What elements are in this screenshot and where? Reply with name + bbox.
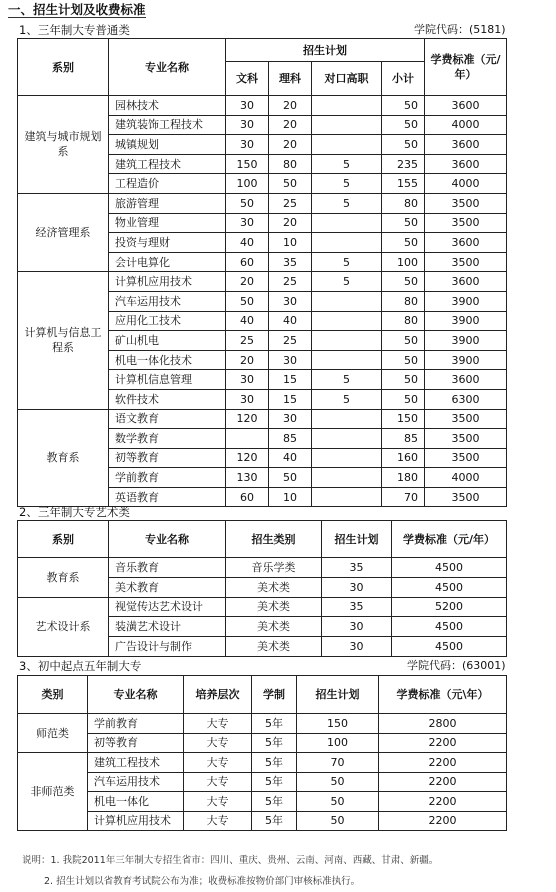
plan-cell: 30 <box>322 617 392 637</box>
category-cell: 音乐学类 <box>226 558 322 578</box>
table-row <box>18 272 507 292</box>
header-years: 学制 <box>252 676 297 714</box>
fee-cell: 4000 <box>425 115 507 135</box>
major-cell: 软件技术 <box>109 389 226 409</box>
xiaoji-cell: 70 <box>382 487 425 507</box>
duikou-cell: 5 <box>312 272 382 292</box>
table-general-plan <box>17 38 507 507</box>
duikou-cell: 5 <box>312 193 382 213</box>
wenke-cell: 50 <box>226 193 269 213</box>
note-line-2: 2. 招生计划以省教育考试院公布为准；收费标准按物价部门审核标准执行。 <box>44 876 361 887</box>
fee-cell: 3500 <box>425 213 507 233</box>
xiaoji-cell: 150 <box>382 409 425 429</box>
major-cell: 计算机应用技术 <box>88 811 184 831</box>
page-heading: 一、招生计划及收费标准 <box>8 2 146 17</box>
like-cell: 85 <box>269 429 312 449</box>
fee-cell: 3500 <box>425 448 507 468</box>
wenke-cell: 20 <box>226 272 269 292</box>
header-fee: 学费标准（元\年） <box>379 676 507 714</box>
fee-cell: 3600 <box>425 370 507 390</box>
header-dept: 系别 <box>18 39 109 96</box>
major-cell: 视觉传达艺术设计 <box>109 597 226 617</box>
years-cell: 5年 <box>252 733 297 753</box>
duikou-cell <box>312 291 382 311</box>
major-cell: 城镇规划 <box>109 135 226 155</box>
like-cell: 20 <box>269 135 312 155</box>
fee-cell: 2200 <box>379 772 507 792</box>
wenke-cell: 30 <box>226 389 269 409</box>
duikou-cell <box>312 96 382 116</box>
years-cell: 5年 <box>252 811 297 831</box>
like-cell: 40 <box>269 448 312 468</box>
wenke-cell: 100 <box>226 174 269 194</box>
major-cell: 学前教育 <box>109 468 226 488</box>
major-cell: 数学教育 <box>109 429 226 449</box>
section1-title: 1、三年制大专普通类 <box>19 23 130 37</box>
duikou-cell <box>312 487 382 507</box>
header-like: 理科 <box>269 62 312 96</box>
duikou-cell <box>312 115 382 135</box>
duikou-cell: 5 <box>312 389 382 409</box>
fee-cell: 4500 <box>392 637 507 657</box>
header-category: 类别 <box>18 676 88 714</box>
fee-cell: 4500 <box>392 577 507 597</box>
plan-cell: 50 <box>297 772 379 792</box>
xiaoji-cell: 160 <box>382 448 425 468</box>
duikou-cell: 5 <box>312 154 382 174</box>
fee-cell: 3500 <box>425 409 507 429</box>
fee-cell: 4000 <box>425 174 507 194</box>
table-art-plan <box>17 520 507 657</box>
header-plan: 招生计划 <box>297 676 379 714</box>
category-cell: 非师范类 <box>18 753 88 831</box>
like-cell: 50 <box>269 468 312 488</box>
major-cell: 旅游管理 <box>109 193 226 213</box>
fee-cell: 2800 <box>379 714 507 734</box>
major-cell: 园林技术 <box>109 96 226 116</box>
major-cell: 汽车运用技术 <box>88 772 184 792</box>
table-row <box>18 96 507 116</box>
duikou-cell <box>312 409 382 429</box>
major-cell: 英语教育 <box>109 487 226 507</box>
major-cell: 汽车运用技术 <box>109 291 226 311</box>
wenke-cell: 40 <box>226 311 269 331</box>
header-dept: 系别 <box>18 521 109 558</box>
section1-school-code: 学院代码：(5181) <box>414 23 506 36</box>
duikou-cell <box>312 311 382 331</box>
fee-cell: 3600 <box>425 96 507 116</box>
like-cell: 40 <box>269 311 312 331</box>
header-xiaoji: 小计 <box>382 62 425 96</box>
xiaoji-cell: 50 <box>382 213 425 233</box>
header-wenke: 文科 <box>226 62 269 96</box>
plan-cell: 35 <box>322 597 392 617</box>
xiaoji-cell: 50 <box>382 331 425 351</box>
like-cell: 20 <box>269 115 312 135</box>
table-five-year-plan <box>17 675 507 831</box>
like-cell: 30 <box>269 291 312 311</box>
major-cell: 建筑工程技术 <box>109 154 226 174</box>
fee-cell: 3900 <box>425 350 507 370</box>
fee-cell: 2200 <box>379 733 507 753</box>
fee-cell: 3900 <box>425 331 507 351</box>
like-cell: 15 <box>269 370 312 390</box>
table-row <box>18 558 507 578</box>
major-cell: 矿山机电 <box>109 331 226 351</box>
years-cell: 5年 <box>252 753 297 773</box>
fee-cell: 4500 <box>392 558 507 578</box>
level-cell: 大专 <box>184 753 252 773</box>
category-cell: 师范类 <box>18 714 88 753</box>
table-row <box>18 733 507 753</box>
like-cell: 20 <box>269 96 312 116</box>
wenke-cell: 60 <box>226 487 269 507</box>
duikou-cell <box>312 448 382 468</box>
fee-cell: 3600 <box>425 272 507 292</box>
like-cell: 35 <box>269 252 312 272</box>
duikou-cell <box>312 135 382 155</box>
category-cell: 美术类 <box>226 597 322 617</box>
plan-cell: 30 <box>322 577 392 597</box>
wenke-cell: 30 <box>226 115 269 135</box>
wenke-cell: 50 <box>226 291 269 311</box>
plan-cell: 30 <box>322 637 392 657</box>
xiaoji-cell: 50 <box>382 389 425 409</box>
header-category: 招生类别 <box>226 521 322 558</box>
like-cell: 50 <box>269 174 312 194</box>
table-row <box>18 409 507 429</box>
major-cell: 计算机应用技术 <box>109 272 226 292</box>
dept-cell: 建筑与城市规划系 <box>18 96 109 194</box>
header-fee: 学费标准（元/年） <box>425 39 507 96</box>
fee-cell: 2200 <box>379 753 507 773</box>
xiaoji-cell: 50 <box>382 370 425 390</box>
fee-cell: 3500 <box>425 429 507 449</box>
wenke-cell <box>226 429 269 449</box>
major-cell: 会计电算化 <box>109 252 226 272</box>
header-fee: 学费标准（元/年） <box>392 521 507 558</box>
major-cell: 美术教育 <box>109 577 226 597</box>
xiaoji-cell: 50 <box>382 272 425 292</box>
like-cell: 20 <box>269 213 312 233</box>
xiaoji-cell: 100 <box>382 252 425 272</box>
like-cell: 10 <box>269 233 312 253</box>
fee-cell: 4000 <box>425 468 507 488</box>
wenke-cell: 30 <box>226 135 269 155</box>
fee-cell: 6300 <box>425 389 507 409</box>
xiaoji-cell: 235 <box>382 154 425 174</box>
like-cell: 30 <box>269 409 312 429</box>
section3-school-code: 学院代码：(63001) <box>407 659 506 672</box>
major-cell: 初等教育 <box>88 733 184 753</box>
fee-cell: 3500 <box>425 252 507 272</box>
like-cell: 10 <box>269 487 312 507</box>
wenke-cell: 30 <box>226 96 269 116</box>
major-cell: 投资与理财 <box>109 233 226 253</box>
fee-cell: 2200 <box>379 811 507 831</box>
level-cell: 大专 <box>184 792 252 812</box>
level-cell: 大专 <box>184 772 252 792</box>
fee-cell: 2200 <box>379 792 507 812</box>
xiaoji-cell: 50 <box>382 135 425 155</box>
header-major: 专业名称 <box>109 39 226 96</box>
fee-cell: 3600 <box>425 154 507 174</box>
level-cell: 大专 <box>184 733 252 753</box>
level-cell: 大专 <box>184 714 252 734</box>
table-row <box>18 753 507 773</box>
fee-cell: 3500 <box>425 193 507 213</box>
major-cell: 工程造价 <box>109 174 226 194</box>
category-cell: 美术类 <box>226 637 322 657</box>
duikou-cell <box>312 213 382 233</box>
header-plan: 招生计划 <box>226 39 425 62</box>
dept-cell: 教育系 <box>18 558 109 598</box>
duikou-cell: 5 <box>312 174 382 194</box>
header-major: 专业名称 <box>88 676 184 714</box>
plan-cell: 35 <box>322 558 392 578</box>
category-cell: 美术类 <box>226 577 322 597</box>
header-duikou: 对口高职 <box>312 62 382 96</box>
years-cell: 5年 <box>252 792 297 812</box>
duikou-cell: 5 <box>312 370 382 390</box>
plan-cell: 70 <box>297 753 379 773</box>
wenke-cell: 30 <box>226 370 269 390</box>
like-cell: 25 <box>269 193 312 213</box>
like-cell: 25 <box>269 272 312 292</box>
duikou-cell <box>312 468 382 488</box>
fee-cell: 3900 <box>425 311 507 331</box>
dept-cell: 教育系 <box>18 409 109 507</box>
header-plan: 招生计划 <box>322 521 392 558</box>
major-cell: 机电一体化技术 <box>109 350 226 370</box>
xiaoji-cell: 80 <box>382 291 425 311</box>
dept-cell: 计算机与信息工程系 <box>18 272 109 409</box>
section3-title: 3、初中起点五年制大专 <box>19 659 142 673</box>
major-cell: 广告设计与制作 <box>109 637 226 657</box>
fee-cell: 5200 <box>392 597 507 617</box>
major-cell: 建筑工程技术 <box>88 753 184 773</box>
duikou-cell <box>312 429 382 449</box>
dept-cell: 经济管理系 <box>18 193 109 271</box>
duikou-cell <box>312 331 382 351</box>
fee-cell: 3600 <box>425 233 507 253</box>
wenke-cell: 25 <box>226 331 269 351</box>
major-cell: 语文教育 <box>109 409 226 429</box>
wenke-cell: 120 <box>226 409 269 429</box>
major-cell: 应用化工技术 <box>109 311 226 331</box>
years-cell: 5年 <box>252 772 297 792</box>
major-cell: 建筑装饰工程技术 <box>109 115 226 135</box>
header-major: 专业名称 <box>109 521 226 558</box>
years-cell: 5年 <box>252 714 297 734</box>
xiaoji-cell: 155 <box>382 174 425 194</box>
major-cell: 初等教育 <box>109 448 226 468</box>
xiaoji-cell: 85 <box>382 429 425 449</box>
wenke-cell: 130 <box>226 468 269 488</box>
dept-cell: 艺术设计系 <box>18 597 109 656</box>
wenke-cell: 30 <box>226 213 269 233</box>
table-row <box>18 792 507 812</box>
table-row <box>18 193 507 213</box>
wenke-cell: 20 <box>226 350 269 370</box>
fee-cell: 3900 <box>425 291 507 311</box>
level-cell: 大专 <box>184 811 252 831</box>
plan-cell: 50 <box>297 811 379 831</box>
category-cell: 美术类 <box>226 617 322 637</box>
duikou-cell <box>312 350 382 370</box>
plan-cell: 100 <box>297 733 379 753</box>
major-cell: 机电一体化 <box>88 792 184 812</box>
wenke-cell: 40 <box>226 233 269 253</box>
note-line-1: 说明：1. 我院2011年三年制大专招生省市：四川、重庆、贵州、云南、河南、西藏、甘肃、新疆。 <box>22 855 439 866</box>
like-cell: 30 <box>269 350 312 370</box>
table-row <box>18 811 507 831</box>
like-cell: 25 <box>269 331 312 351</box>
xiaoji-cell: 80 <box>382 311 425 331</box>
xiaoji-cell: 180 <box>382 468 425 488</box>
xiaoji-cell: 80 <box>382 193 425 213</box>
table-row <box>18 772 507 792</box>
major-cell: 装潢艺术设计 <box>109 617 226 637</box>
duikou-cell: 5 <box>312 252 382 272</box>
section2-title: 2、三年制大专艺术类 <box>19 505 130 519</box>
like-cell: 80 <box>269 154 312 174</box>
duikou-cell <box>312 233 382 253</box>
like-cell: 15 <box>269 389 312 409</box>
xiaoji-cell: 50 <box>382 233 425 253</box>
table-row <box>18 597 507 617</box>
plan-cell: 50 <box>297 792 379 812</box>
major-cell: 音乐教育 <box>109 558 226 578</box>
plan-cell: 150 <box>297 714 379 734</box>
wenke-cell: 150 <box>226 154 269 174</box>
xiaoji-cell: 50 <box>382 96 425 116</box>
major-cell: 物业管理 <box>109 213 226 233</box>
header-level: 培养层次 <box>184 676 252 714</box>
fee-cell: 4500 <box>392 617 507 637</box>
major-cell: 计算机信息管理 <box>109 370 226 390</box>
xiaoji-cell: 50 <box>382 115 425 135</box>
fee-cell: 3500 <box>425 487 507 507</box>
table-row <box>18 714 507 734</box>
wenke-cell: 120 <box>226 448 269 468</box>
xiaoji-cell: 50 <box>382 350 425 370</box>
wenke-cell: 60 <box>226 252 269 272</box>
major-cell: 学前教育 <box>88 714 184 734</box>
fee-cell: 3600 <box>425 135 507 155</box>
